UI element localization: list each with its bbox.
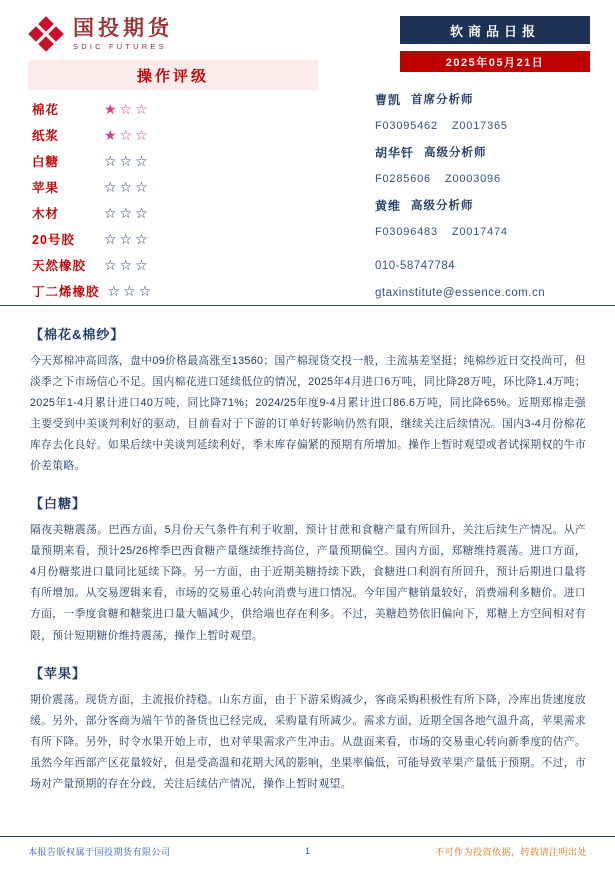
analyst-cert-line — [375, 166, 590, 193]
rating-row-cotton — [32, 96, 154, 122]
analyst-name-line — [375, 139, 590, 166]
commodity-name: 棉花 — [32, 103, 60, 117]
section-body: 隔夜美糖震荡。巴西方面，5月份天气条件有利于收割，预计甘蔗和食糖产量有所回升，关注后续生产情况。从产量预期来看，预计25/26榨季巴西食糖产量继续维持高位，产量预期偏空。国内方面，郑糖维持震荡。进口方面，4月份糖浆进口量同比延续下降。另一方面，由于近期美糖持续下跌，食糖进口利润有所回升，预计后期进口量将有所增加。从交易逻辑来看，市场的交易重心转向消费与进口情况。今年国产糖销量较好，消费端利多糖价。进口方面，一季度食糖和糖浆进口量大幅减少，供给端也存在利多。不过，美糖趋势依旧偏向下，郑糖上方空间相对有限，预计短期糖价维持震荡，操作上暂时观望。 — [30, 524, 586, 642]
analyst-cert-line — [375, 113, 590, 140]
logo — [28, 16, 173, 52]
section-body: 今天郑棉冲高回落，盘中09价格最高涨至13560；国产棉现货交投一般，主流基差坚挺；纯棉纱近日交投尚可，但淡季之下市场信心不足。国内棉花进口延续低位的情况，2025年4月进口6万吨，同比降28万吨，环比降1.4万吨；2025年1-4月累计进口40万吨，同比降71%；2024/25年度9-4月累计进口86.6万吨，同比降65%。近期郑棉走强主要受到中美谈判利好的驱动，目前看对于下游的订单好转影响仍然有限，继续关注后续情况。国内3-4月份棉花库存去化良好。如果后续中美谈判延续利好，季末库存偏紧的预期有所增加。操作上暂时观望或者试探期权的牛市价差策略。 — [30, 355, 586, 473]
report-date-banner: 2025年05月21日 — [400, 51, 590, 72]
cert-number-f: F03095462 — [375, 119, 438, 132]
section-cotton — [30, 324, 586, 477]
star-rating: ☆☆☆ — [104, 204, 151, 221]
rating-row-rubber20 — [32, 226, 154, 252]
analyst-name: 曹凯 — [375, 92, 402, 107]
page-footer — [0, 836, 615, 858]
cert-number-z: Z0017365 — [451, 119, 508, 132]
commodity-name: 白糖 — [32, 155, 60, 169]
star-rating: ☆☆☆ — [107, 282, 155, 299]
report-type-banner: 软商品日报 — [400, 16, 590, 44]
analyst-cert-line — [375, 219, 590, 246]
commodity-name: 木材 — [32, 207, 60, 221]
analyst-title: 高级分析师 — [411, 200, 474, 213]
report-body — [30, 314, 586, 811]
cert-number-z: Z0017474 — [451, 225, 508, 238]
commodity-name: 天然橡胶 — [32, 259, 87, 273]
star-rating: ★☆☆ — [104, 126, 151, 143]
analyst-name: 胡华钎 — [375, 145, 415, 160]
rating-list — [32, 96, 154, 304]
analyst-title: 高级分析师 — [424, 147, 487, 160]
analyst-name-line — [375, 86, 590, 113]
commodity-name: 丁二烯橡胶 — [32, 285, 100, 299]
brand-subtitle: SDIC FUTURES — [73, 42, 167, 52]
section-title: 【棉花&棉纱】 — [30, 327, 125, 342]
star-rating: ☆☆☆ — [104, 152, 151, 169]
rating-row-apple — [32, 174, 154, 200]
analyst-name-line — [375, 192, 590, 219]
section-body: 期价震荡。现货方面，主流报价持稳。山东方面，由于下游采购减少，客商采购积极性有所下降，冷库出货速度放缓。另外，部分客商为端午节的备货也已经完成，采购量有所减少。需求方面，近期全国各地气温升高，苹果需求有所下降。另外，时令水果开始上市，也对苹果需求产生冲击。从盘面来看，市场的交易重心转向新季度的估产。虽然今年西部产区花量较好，但是受高温和花期大风的影响，坐果率偏低，可能导致苹果产量低于预期。不过，市场对产量预期的存在分歧，关注后续估产情况，操作上暂时观望。 — [30, 693, 586, 790]
footer-page-number: 1 — [304, 846, 311, 857]
rating-row-timber — [32, 200, 154, 226]
footer-disclaimer: 不可作为投资依据，转载请注明出处 — [435, 847, 588, 857]
analyst-name: 黄维 — [375, 198, 402, 213]
section-title: 【苹果】 — [30, 665, 87, 681]
brand-name: 国投期货 — [73, 16, 173, 40]
rating-row-pulp — [32, 122, 154, 148]
commodity-name: 20号胶 — [32, 233, 75, 247]
cert-number-f: F03096483 — [375, 225, 438, 238]
contact-phone: 010-58747784 — [375, 260, 456, 273]
rating-row-butadiene-rubber — [32, 278, 154, 304]
star-rating: ☆☆☆ — [104, 230, 151, 247]
analyst-title: 首席分析师 — [411, 94, 474, 107]
section-apple — [30, 663, 586, 795]
logo-icon — [28, 16, 64, 52]
cert-number-z: Z0003096 — [444, 172, 501, 185]
brand-text — [73, 17, 173, 51]
rating-panel-title: 操作评级 — [28, 60, 318, 90]
cert-number-f: F0285606 — [375, 172, 431, 185]
star-rating: ☆☆☆ — [104, 256, 151, 273]
header-divider — [0, 305, 615, 306]
section-title: 【白糖】 — [30, 496, 87, 512]
spacer — [375, 245, 590, 253]
contact-email: gtaxinstitute@essence.com.cn — [375, 286, 546, 299]
star-rating: ☆☆☆ — [104, 178, 151, 195]
analyst-panel — [375, 86, 590, 306]
star-rating: ★☆☆ — [104, 100, 151, 117]
rating-row-sugar — [32, 148, 154, 174]
rating-row-natural-rubber — [32, 252, 154, 278]
commodity-name: 纸浆 — [32, 129, 60, 143]
section-sugar — [30, 493, 586, 646]
footer-copyright: 本报告版权属于国投期货有限公司 — [28, 847, 171, 857]
commodity-name: 苹果 — [32, 181, 60, 195]
